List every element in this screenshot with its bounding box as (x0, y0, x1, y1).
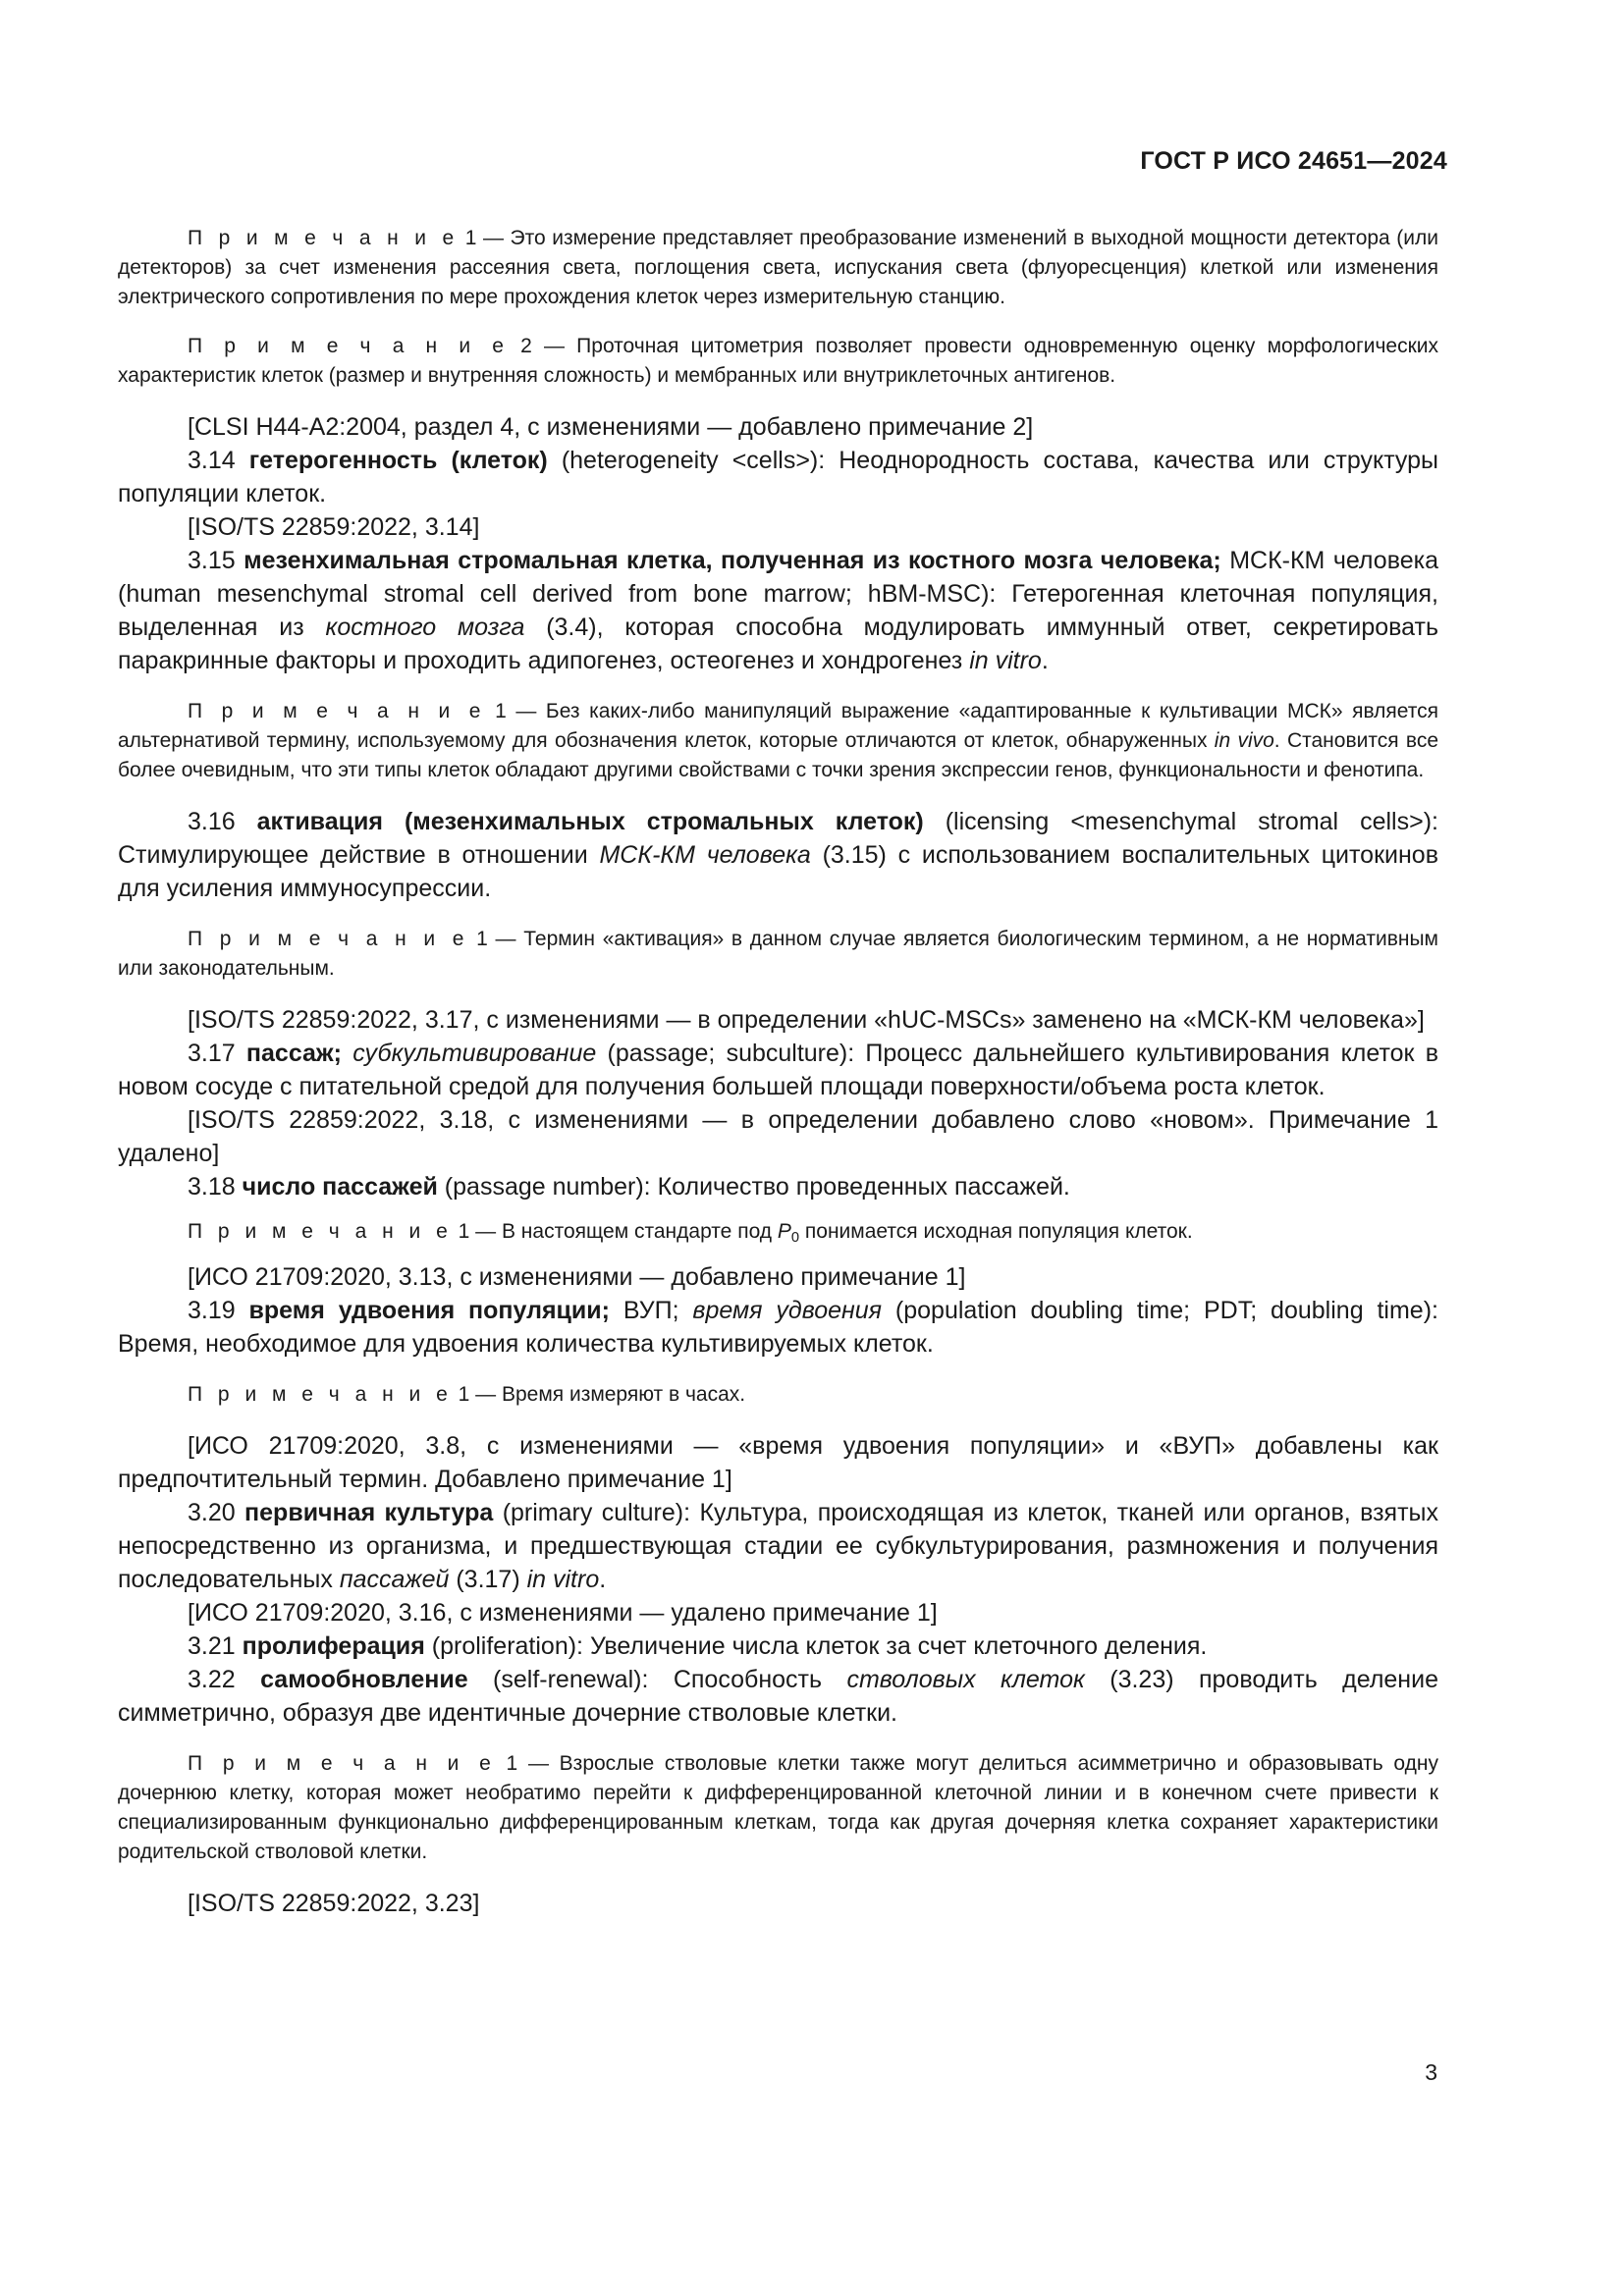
document-body (118, 224, 1438, 1920)
note-paragraph: П р и м е ч а н и е 1 — Без каких-либо манипуляций выражение «адаптированные к культивации МСК» является альтернативой термину, используемому для обозначения клеток, которые отличаются от клеток, обнаруженных in vivo. Становится все более очевидным, что эти типы клеток обладают другими свойствами с точки зрения экспрессии генов, функциональности и фенотипа. (118, 700, 1439, 781)
reference-paragraph: [ИСО 21709:2020, 3.8, с изменениями — «время удвоения популяции» и «ВУП» добавлены как предпочтительный термин. Добавлено примечание 1] (118, 1432, 1438, 1493)
term-name: время удвоения популяции; (248, 1297, 610, 1324)
term-definition-3-19: 3.19 время удвоения популяции; ВУП; время удвоения (population doubling time; PDT; doubling time): Время, необходимое для удвоения количества культивируемых клеток. (118, 1297, 1438, 1358)
term-definition-3-15: 3.15 мезенхимальная стромальная клетка, полученная из костного мозга человека; МСК-КМ человека (human mesenchymal stromal cell derived from bone marrow; hBM-MSC): Гетерогенная клеточная популяция, выделенная из костного мозга (3.4), которая способна модулировать иммунный ответ, секретировать паракринные факторы и проходить адипогенез, остеогенез и хондрогенез in vitro. (118, 547, 1438, 674)
reference-paragraph: [ISO/TS 22859:2022, 3.23] (188, 1890, 480, 1917)
term-name: число пассажей (242, 1173, 438, 1201)
term-name: первичная культура (244, 1499, 494, 1526)
term-definition-3-20: 3.20 первичная культура (primary culture): Культура, происходящая из клеток, тканей или органов, взятых непосредственно из организма, и предшествующая стадии ее субкультурирования, размножения и получения последовательных пассажей (3.17) in vitro. (118, 1499, 1438, 1593)
term-name: пассаж; (245, 1040, 342, 1067)
note-paragraph: П р и м е ч а н и е 1 — Это измерение представляет преобразование изменений в выходной мощности детектора (или детекторов) за счет изменения рассеяния света, поглощения света, испускания света (флуоресценция) клеткой или изменения электрического сопротивления по мере прохождения клеток через измерительную станцию. (118, 227, 1438, 308)
reference-paragraph: [ISO/TS 22859:2022, 3.17, с изменениями — в определении «hUC-MSCs» заменено на «МСК-КМ человека»] (188, 1006, 1425, 1034)
reference-paragraph: [ИСО 21709:2020, 3.16, с изменениями — удалено примечание 1] (188, 1599, 938, 1627)
reference-paragraph: [CLSI H44-A2:2004, раздел 4, с изменениями — добавлено примечание 2] (188, 413, 1034, 441)
note-paragraph: П р и м е ч а н и е 1 — Время измеряют в часах. (188, 1383, 746, 1406)
term-definition-3-17: 3.17 пассаж; субкультивирование (passage; subculture): Процесс дальнейшего культивирования клеток в новом сосуде с питательной средой для получения большей площади поверхности/объема роста клеток. (118, 1040, 1438, 1100)
note-paragraph: П р и м е ч а н и е 1 — Взрослые стволовые клетки также могут делиться асимметрично и образовывать одну дочернюю клетку, которая может необратимо перейти к дифференцированной клеточной линии и в конечном счете привести к специализированным функционально дифференцированным клеткам, тогда как другая дочерняя клетка сохраняет характеристики родительской стволовой клетки. (118, 1752, 1438, 1863)
term-name: пролиферация (242, 1632, 425, 1660)
reference-paragraph: [ISO/TS 22859:2022, 3.14] (188, 513, 480, 541)
term-name: активация (мезенхимальных стромальных клеток) (256, 808, 924, 835)
term-definition-3-18: 3.18 число пассажей (passage number): Количество проведенных пассажей. (188, 1173, 1070, 1201)
note-paragraph: П р и м е ч а н и е 1 — Термин «активация» в данном случае является биологическим термином, а не нормативным или законодательным. (118, 928, 1438, 980)
note-paragraph: П р и м е ч а н и е 2 — Проточная цитометрия позволяет провести одновременную оценку морфологических характеристик клеток (размер и внутренняя сложность) и мембранных или внутриклеточных антигенов. (118, 335, 1438, 387)
note-paragraph: П р и м е ч а н и е 1 — В настоящем стандарте под $P_0$ понимается исходная популяция клеток. (188, 1220, 1193, 1246)
term-definition-3-14: 3.14 гетерогенность (клеток) (heterogeneity <cells>): Неоднородность состава, качества или структуры популяции клеток. (118, 447, 1439, 507)
document-code-header: ГОСТ Р ИСО 24651—2024 (1140, 147, 1447, 175)
term-name: самообновление (260, 1666, 468, 1693)
reference-paragraph: [ИСО 21709:2020, 3.13, с изменениями — добавлено примечание 1] (188, 1263, 966, 1291)
term-name: гетерогенность (клеток) (248, 447, 548, 474)
reference-paragraph: [ISO/TS 22859:2022, 3.18, с изменениями — в определении добавлено слово «новом». Примечание 1 удалено] (118, 1106, 1438, 1167)
term-definition-3-21: 3.21 пролиферация (proliferation): Увеличение числа клеток за счет клеточного деления. (188, 1632, 1208, 1660)
term-name: мезенхимальная стромальная клетка, полученная из костного мозга человека; (244, 547, 1221, 574)
term-definition-3-22: 3.22 самообновление (self-renewal): Способность стволовых клеток (3.23) проводить деление симметрично, образуя две идентичные дочерние стволовые клетки. (118, 1666, 1438, 1727)
page-number: 3 (1425, 2059, 1437, 2085)
term-definition-3-16: 3.16 активация (мезенхимальных стромальных клеток) (licensing <mesenchymal stromal cells>): Стимулирующее действие в отношении МСК-КМ человека (3.15) с использованием воспалительных цитокинов для усиления иммуносупрессии. (118, 808, 1438, 902)
